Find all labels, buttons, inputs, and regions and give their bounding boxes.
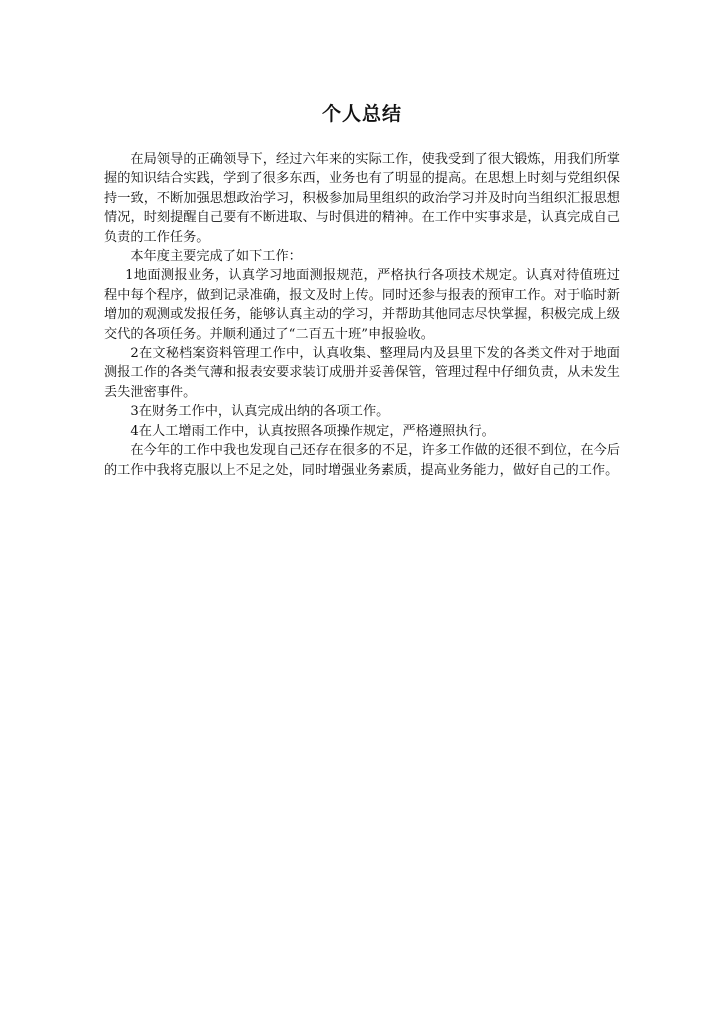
paragraph-work-summary-heading: 本年度主要完成了如下工作： (130, 249, 302, 265)
paragraph-item-4: 4在人工增雨工作中，认真按照各项操作规定，严格遵照执行。 (130, 423, 495, 439)
document-body (104, 150, 620, 480)
document-title: 个人总结 (321, 103, 402, 125)
paragraph-conclusion: 在今年的工作中我也发现自己还存在很多的不足，许多工作做的还很不到位，在今后的工作中我将克服以上不足之处，同时增强业务素质，提高业务能力，做好自己的工作。 (104, 443, 620, 478)
paragraph-item-1: 1地面测报业务，认真学习地面测报规范，严格执行各项技术规定。认真对待值班过程中每个程序，做到记录准确，报文及时上传。同时还参与报表的预审工作。对于临时新增加的观测或发报任务，能够认真主动的学习，并帮助其他同志尽快掌握，积极完成上级交代的各项任务。并顺利通过了“二百五十班”申报验收。 (104, 268, 620, 342)
paragraph-intro: 在局领导的正确领导下，经过六年来的实际工作，使我受到了很大锻炼，用我们所掌握的知识结合实践，学到了很多东西，业务也有了明显的提高。在思想上时刻与党组织保持一致，不断加强思想政治学习，积极参加局里组织的政治学习并及时向当组织汇报思想情况，时刻提醒自己要有不断进取、与时俱进的精神。在工作中实事求是，认真完成自己负责的工作任务。 (104, 152, 620, 245)
paragraph-item-2: 2在文秘档案资料管理工作中，认真收集、整理局内及县里下发的各类文件对于地面测报工作的各类气薄和报表安要求装订成册并妥善保管，管理过程中仔细负责，从未发生丢失泄密事件。 (104, 346, 620, 400)
paragraph-item-3: 3在财务工作中，认真完成出纳的各项工作。 (130, 404, 390, 420)
